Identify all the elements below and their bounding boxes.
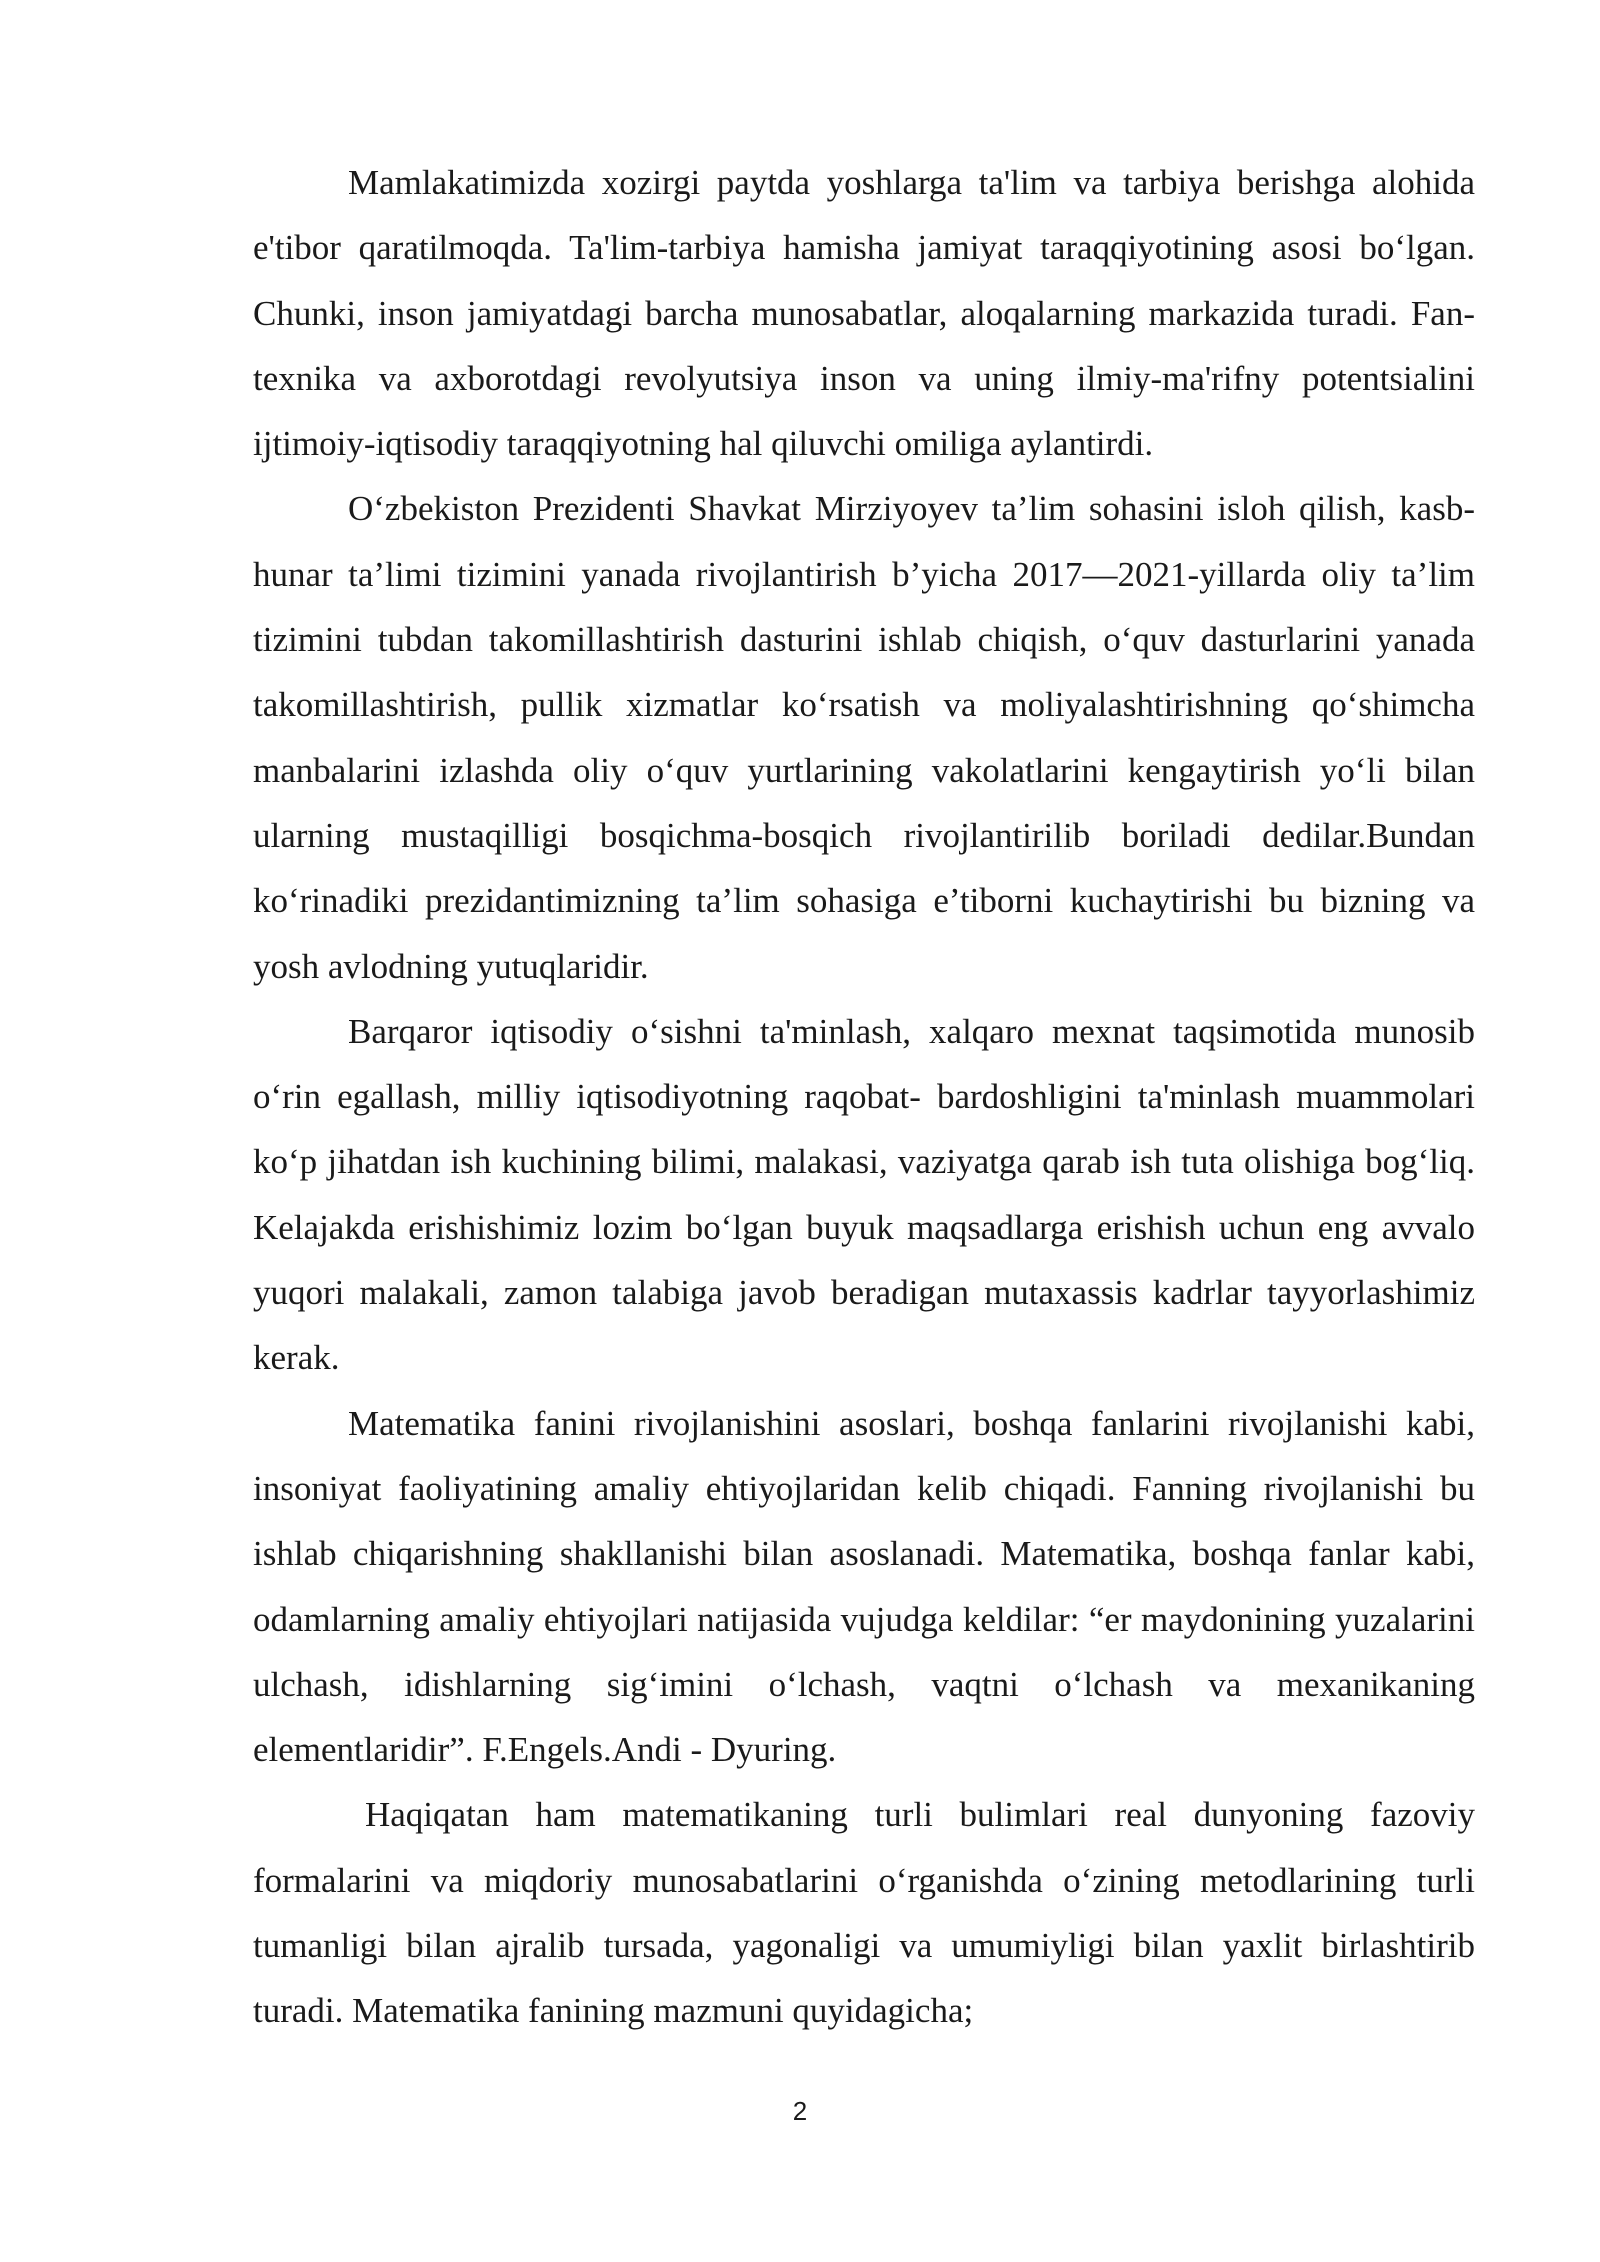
document-body (253, 150, 1475, 2044)
paragraph-mathematics-origins: Matematika fanini rivojlanishini asoslari, boshqa fanlarini rivojlanishi kabi, insoniyat faoliyatining amaliy ehtiyojlaridan kelib chiqadi. Fanning rivojlanishi bu ishlab chiqarishning shakllanishi bilan asoslanadi. Matematika, boshqa fanlar kabi, odamlarning amaliy ehtiyojlari natijasida vujudga keldilar: “er maydonining yuzalarini ulchash, idishlarning sig‘imini o‘lchash, vaqtni o‘lchash va mexanikaning elementlaridir”. F.Engels.Andi - Dyuring. (253, 1403, 1475, 1770)
paragraph-economic-growth: Barqaror iqtisodiy o‘sishni ta'minlash, xalqaro mexnat taqsimotida munosib o‘rin egallash, milliy iqtisodiyotning raqobat- bardoshligini ta'minlash muammolari ko‘p jihatdan ish kuchining bilimi, malakasi, vaziyatga qarab ish tuta olishiga bog‘liq. Kelajakda erishishimiz lozim bo‘lgan buyuk maqsadlarga erishish uchun eng avvalo yuqori malakali, zamon talabiga javob beradigan mutaxassis kadrlar tayyorlashimiz kerak. (253, 1011, 1475, 1378)
paragraph-president-reform: O‘zbekiston Prezidenti Shavkat Mirziyoyev ta’lim sohasini isloh qilish, kasb-hunar ta’limi tizimini yanada rivojlantirish b’yicha 2017—2021-yillarda oliy ta’lim tizimini tubdan takomillashtirish dasturini ishlab chiqish, o‘quv dasturlarini yanada takomillashtirish, pullik xizmatlar ko‘rsatish va moliyalashtirishning qo‘shimcha manbalarini izlashda oliy o‘quv yurtlarining vakolatlarini kengaytirish yo‘li bilan ularning mustaqilligi bosqichma-bosqich rivojlantirilib boriladi dedilar.Bundan ko‘rinadiki prezidantimizning ta’lim sohasiga e’tiborni kuchaytirishi bu bizning va yosh avlodning yutuqlaridir. (253, 489, 1475, 986)
page-number: 2 (792, 2096, 808, 2126)
paragraph-mathematics-unity: Haqiqatan ham matematikaning turli bulimlari real dunyoning fazoviy formalarini va miqdoriy munosabatlarini o‘rganishda o‘zining metodlarining turli tumanligi bilan ajralib tursada, yagonaligi va umumiyligi bilan yaxlit birlashtirib turadi. Matematika fanining mazmuni quyidagicha; (253, 1795, 1475, 2031)
paragraph-education-importance: Mamlakatimizda xozirgi paytda yoshlarga ta'lim va tarbiya berishga alohida e'tibor qaratilmoqda. Ta'lim-tarbiya hamisha jamiyat taraqqiyotining asosi bo‘lgan. Chunki, inson jamiyatdagi barcha munosabatlar, aloqalarning markazida turadi. Fan-texnika va axborotdagi revolyutsiya inson va uning ilmiy-ma'rifny potentsialini ijtimoiy-iqtisodiy taraqqiyotning hal qiluvchi omiliga aylantirdi. (253, 163, 1475, 464)
